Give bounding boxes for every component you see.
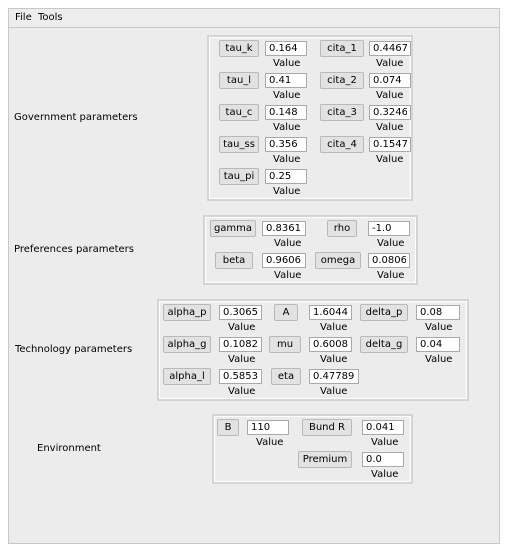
technology-parameters-box — [157, 299, 469, 401]
alpha-l-input[interactable] — [219, 369, 262, 384]
b-button[interactable]: B — [217, 419, 239, 436]
government-section-label: Government parameters — [14, 112, 138, 123]
omega-input[interactable] — [368, 253, 410, 268]
cita-3-input[interactable] — [369, 105, 411, 120]
rho-button[interactable]: rho — [327, 220, 357, 237]
tau-l-value-label: Value — [273, 90, 301, 101]
alpha-p-button[interactable]: alpha_p — [163, 304, 211, 321]
omega-button[interactable]: omega — [315, 252, 361, 269]
eta-input[interactable] — [309, 369, 359, 384]
cita-2-value-label: Value — [376, 90, 404, 101]
cita-1-input[interactable] — [369, 41, 411, 56]
tau-pi-input[interactable] — [265, 169, 307, 184]
tau-pi-button[interactable]: tau_pi — [219, 168, 259, 185]
gamma-button[interactable]: gamma — [210, 220, 256, 237]
cita-1-value-label: Value — [376, 58, 404, 69]
gamma-input[interactable] — [262, 221, 306, 236]
gamma-value-label: Value — [274, 238, 302, 249]
bund-r-input[interactable] — [362, 420, 404, 435]
delta-p-button[interactable]: delta_p — [360, 304, 408, 321]
alpha-p-value-label: Value — [228, 322, 256, 333]
alpha-p-input[interactable] — [219, 305, 262, 320]
a-value-label: Value — [320, 322, 348, 333]
delta-g-value-label: Value — [425, 354, 453, 365]
tau-c-value-label: Value — [273, 122, 301, 133]
environment-section-label: Environment — [37, 443, 101, 454]
tau-k-value-label: Value — [273, 58, 301, 69]
beta-input[interactable] — [262, 253, 306, 268]
menu-tools[interactable]: Tools — [38, 12, 63, 23]
delta-p-input[interactable] — [416, 305, 460, 320]
alpha-l-button[interactable]: alpha_l — [163, 368, 211, 385]
cita-3-button[interactable]: cita_3 — [320, 104, 364, 121]
cita-2-input[interactable] — [369, 73, 411, 88]
eta-value-label: Value — [320, 386, 348, 397]
preferences-parameters-box — [203, 215, 418, 285]
beta-button[interactable]: beta — [215, 252, 253, 269]
delta-p-value-label: Value — [425, 322, 453, 333]
delta-g-input[interactable] — [416, 337, 460, 352]
tau-c-button[interactable]: tau_c — [219, 104, 259, 121]
tau-l-button[interactable]: tau_l — [219, 72, 259, 89]
tau-l-input[interactable] — [265, 73, 307, 88]
rho-value-label: Value — [377, 238, 405, 249]
mu-value-label: Value — [320, 354, 348, 365]
cita-4-value-label: Value — [376, 154, 404, 165]
a-button[interactable]: A — [274, 304, 298, 321]
tau-pi-value-label: Value — [273, 186, 301, 197]
tau-ss-value-label: Value — [273, 154, 301, 165]
tau-ss-button[interactable]: tau_ss — [219, 136, 259, 153]
beta-value-label: Value — [274, 270, 302, 281]
cita-4-button[interactable]: cita_4 — [320, 136, 364, 153]
b-input[interactable] — [247, 420, 289, 435]
premium-value-label: Value — [371, 469, 399, 480]
cita-3-value-label: Value — [376, 122, 404, 133]
cita-2-button[interactable]: cita_2 — [320, 72, 364, 89]
government-parameters-box — [207, 35, 413, 201]
delta-g-button[interactable]: delta_g — [360, 336, 408, 353]
bund-r-button[interactable]: Bund R — [302, 419, 352, 436]
alpha-l-value-label: Value — [228, 386, 256, 397]
technology-section-label: Technology parameters — [15, 344, 133, 355]
alpha-g-input[interactable] — [219, 337, 262, 352]
a-input[interactable] — [309, 305, 352, 320]
premium-input[interactable] — [362, 452, 404, 467]
tau-k-button[interactable]: tau_k — [219, 40, 259, 57]
eta-button[interactable]: eta — [271, 368, 301, 385]
rho-input[interactable] — [368, 221, 410, 236]
tau-k-input[interactable] — [265, 41, 307, 56]
menu-file[interactable]: File — [15, 12, 32, 23]
bund-r-value-label: Value — [371, 437, 399, 448]
menu-bar — [8, 8, 500, 28]
mu-input[interactable] — [309, 337, 352, 352]
mu-button[interactable]: mu — [269, 336, 301, 353]
cita-1-button[interactable]: cita_1 — [320, 40, 364, 57]
alpha-g-value-label: Value — [228, 354, 256, 365]
preferences-section-label: Preferences parameters — [14, 244, 134, 255]
alpha-g-button[interactable]: alpha_g — [163, 336, 211, 353]
main-panel — [8, 28, 500, 544]
b-value-label: Value — [256, 437, 284, 448]
tau-c-input[interactable] — [265, 105, 307, 120]
tau-ss-input[interactable] — [265, 137, 307, 152]
environment-parameters-box — [212, 414, 413, 484]
omega-value-label: Value — [377, 270, 405, 281]
cita-4-input[interactable] — [369, 137, 411, 152]
premium-button[interactable]: Premium — [298, 451, 352, 468]
